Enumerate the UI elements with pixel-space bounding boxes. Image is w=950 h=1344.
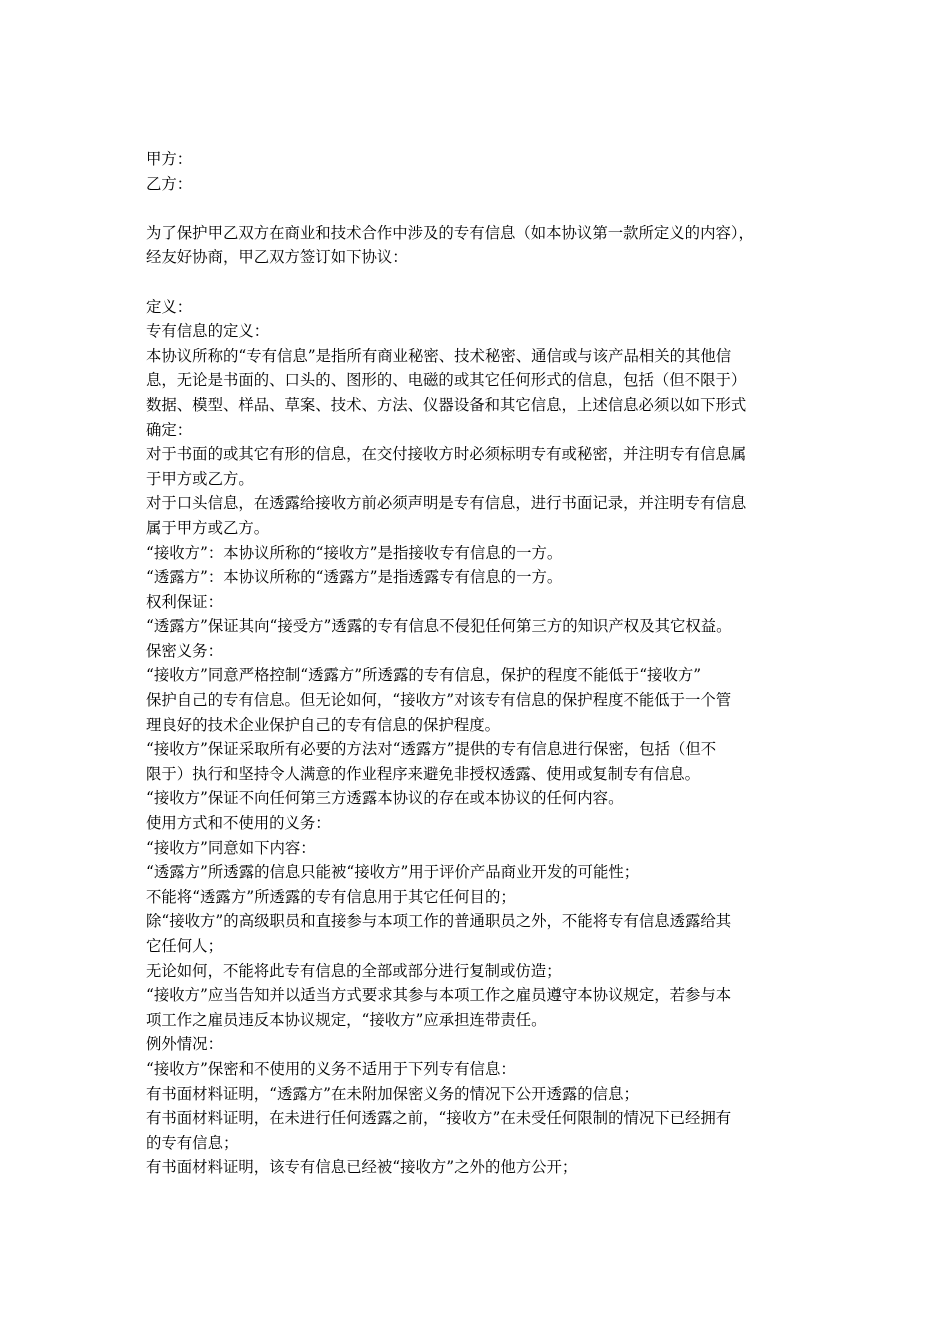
clause-line: “透露方”：本协议所称的“透露方”是指透露专有信息的一方。 — [146, 568, 563, 587]
clause-line: 有书面材料证明，在未进行任何透露之前，“接收方”在未受任何限制的情况下已经拥有 — [146, 1109, 732, 1128]
blank-line — [146, 196, 816, 221]
clause-line: 专有信息的定义： — [146, 322, 270, 341]
preamble — [146, 221, 816, 270]
clause-line: 限于）执行和坚持令人满意的作业程序来避免非授权透露、使用或复制专有信息。 — [146, 764, 701, 783]
clause-line: 确定： — [146, 420, 193, 439]
clause-line: 它任何人； — [146, 937, 223, 955]
clause-line: 有书面材料证明，“透露方”在未附加保密义务的情况下公开透露的信息； — [146, 1084, 639, 1103]
clause-line: 于甲方或乙方。 — [146, 469, 254, 488]
clause-line: 定义： — [146, 297, 193, 316]
clause-line: 的专有信息； — [146, 1133, 239, 1152]
clause-line: 本协议所称的“专有信息”是指所有商业秘密、技术秘密、通信或与该产品相关的其他信 — [146, 346, 732, 365]
clause-line: “接收方”保密和不使用的义务不适用于下列专有信息： — [146, 1059, 516, 1078]
clause-line: 不能将“透露方”所透露的专有信息用于其它任何目的； — [146, 887, 516, 906]
clause-line: 权利保证： — [146, 592, 223, 611]
clause-line: 对于口头信息，在透露给接收方前必须声明是专有信息，进行书面记录，并注明专有信息 — [146, 494, 747, 513]
clause-line: 数据、模型、样品、草案、技术、方法、仪器设备和其它信息，上述信息必须以如下形式 — [146, 395, 747, 414]
clause-line: 例外情况： — [146, 1035, 223, 1054]
clause-line: 息，无论是书面的、口头的、图形的、电磁的或其它任何形式的信息，包括（但不限于） — [146, 371, 747, 390]
clause-line: 有书面材料证明，该专有信息已经被“接收方”之外的他方公开； — [146, 1158, 578, 1177]
clause-line: 除“接收方”的高级职员和直接参与本项工作的普通职员之外，不能将专有信息透露给其 — [146, 912, 732, 931]
clause-line: “透露方”保证其向“接受方”透露的专有信息不侵犯任何第三方的知识产权及其它权益。 — [146, 617, 732, 636]
party-b-line: 乙方： — [146, 174, 193, 193]
agreement-clauses — [146, 295, 816, 1180]
clause-line: 无论如何，不能将此专有信息的全部或部分进行复制或仿造； — [146, 961, 562, 980]
clause-line: 理良好的技术企业保护自己的专有信息的保护程度。 — [146, 715, 500, 734]
clause-line: 对于书面的或其它有形的信息，在交付接收方时必须标明专有或秘密，并注明专有信息属 — [146, 445, 747, 464]
preamble-line: 为了保护甲乙双方在商业和技术合作中涉及的专有信息（如本协议第一款所定义的内容）， — [146, 223, 754, 242]
preamble-line: 经友好协商，甲乙双方签订如下协议： — [146, 248, 408, 267]
clause-line: “接收方”保证采取所有必要的方法对“透露方”提供的专有信息进行保密，包括（但不 — [146, 740, 717, 759]
clause-line: 项工作之雇员违反本协议规定，“接收方”应承担连带责任。 — [146, 1010, 547, 1029]
blank-line — [146, 270, 816, 295]
clause-line: “接收方”应当告知并以适当方式要求其参与本项工作之雇员遵守本协议规定，若参与本 — [146, 986, 732, 1005]
clause-line: “接收方”：本协议所称的“接收方”是指接收专有信息的一方。 — [146, 543, 563, 562]
clause-line: 保密义务： — [146, 641, 223, 660]
clause-line: “接收方”同意如下内容： — [146, 838, 316, 857]
document-body — [146, 147, 816, 1180]
clause-line: 保护自己的专有信息。但无论如何，“接收方”对该专有信息的保护程度不能低于一个管 — [146, 691, 732, 710]
clause-line: “接收方”同意严格控制“透露方”所透露的专有信息，保护的程度不能低于“接收方” — [146, 666, 702, 685]
party-a-line: 甲方： — [146, 150, 193, 168]
clause-line: 属于甲方或乙方。 — [146, 518, 270, 537]
clause-line: “透露方”所透露的信息只能被“接收方”用于评价产品商业开发的可能性； — [146, 863, 640, 882]
clause-line: “接收方”保证不向任何第三方透露本协议的存在或本协议的任何内容。 — [146, 789, 624, 808]
clause-line: 使用方式和不使用的义务： — [146, 814, 331, 833]
